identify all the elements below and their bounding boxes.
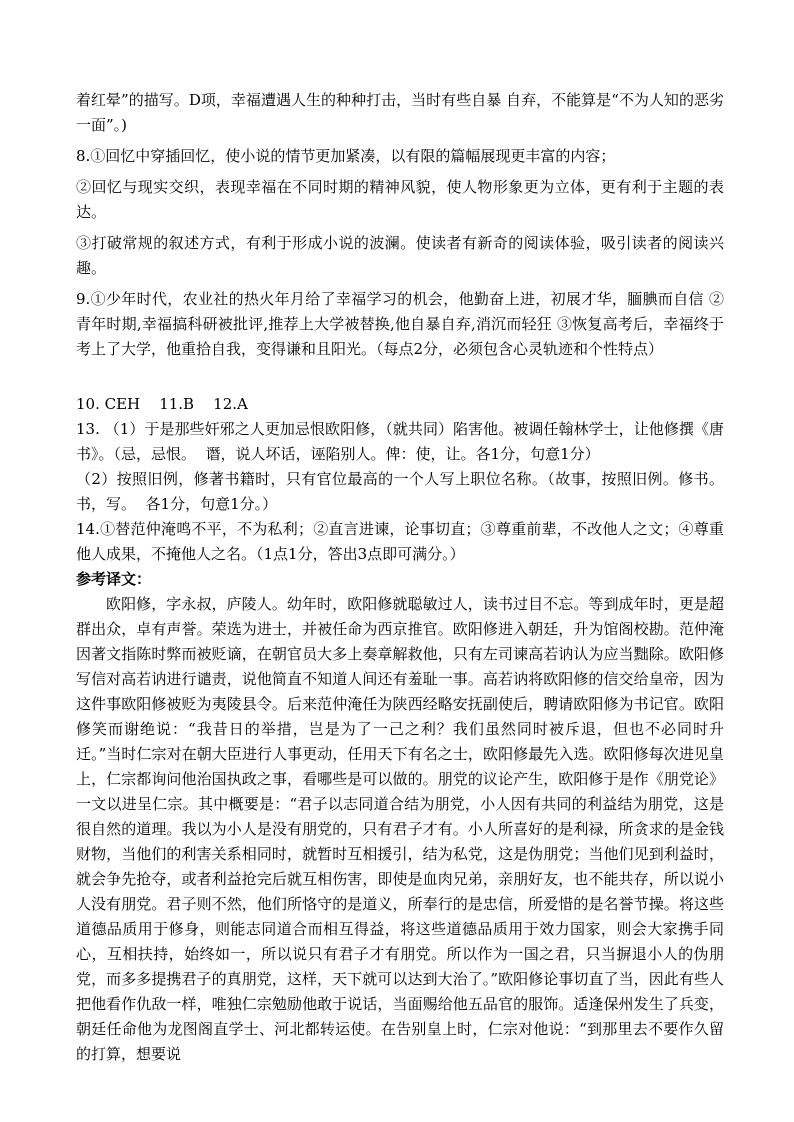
translation-heading: 参考译文： bbox=[76, 570, 152, 588]
answer-q8-point-1: 8.①回忆中穿插回忆，使小说的情节更加紧凑，以有限的篇幅展现更丰富的内容； bbox=[76, 147, 616, 165]
answer-carry-over: 着红晕”的描写。D项，幸福遭遇人生的种种打击，当时有些自暴 自弃，不能算是“不为人知的恶劣一面”。) bbox=[76, 91, 724, 134]
answer-q9: 9.①少年时代，农业社的热火年月给了幸福学习的机会，他勤奋上进，初展才华，腼腆而自信 ②青年时期,幸福搞科研被批评,推荐上大学被替换,他自暴自弃,消沉而轻狂 ③恢复高考后，幸福终于考上了大学，他重拾自我，变得谦和且阳光。（每点2分，必须包含心灵轨迹和个性特点） bbox=[76, 290, 724, 358]
document-page bbox=[76, 88, 724, 1067]
answer-q8-point-2: ②回忆与现实交织，表现幸福在不同时期的精神风貌，使人物形象更为立体，更有利于主题的表达。 bbox=[76, 178, 724, 221]
answer-q10-12: 10. CEH 11.B 12.A bbox=[76, 395, 248, 413]
answer-q8-point-3: ③打破常规的叙述方式，有利于形成小说的波澜。使读者有新奇的阅读体验，吸引读者的阅读兴趣。 bbox=[76, 234, 724, 277]
answer-q13-part-2: （2）按照旧例，修著书籍时，只有官位最高的一个人写上职位名称。（故事，按照旧例。修书。书，写。 各1分，句意1分。） bbox=[76, 470, 724, 513]
answer-q13-part-1: 13. （1）于是那些奸邪之人更加忌恨欧阳修，（就共同）陷害他。被调任翰林学士，让他修撰《唐书》。（忌，忌恨。 谮，说人坏话，诬陷别人。俾：使，让。各1分，句意1分） bbox=[76, 420, 724, 463]
answer-q14: 14.①替范仲淹鸣不平，不为私利；②直言进谏，论事切直；③尊重前辈，不改他人之文；④尊重他人成果，不掩他人之名。（1点1分，答出3点即可满分。） bbox=[76, 520, 724, 563]
translation-body: 欧阳修，字永叔，庐陵人。幼年时，欧阳修就聪敏过人，读书过目不忘。等到成年时，更是超群出众，卓有声誉。荣选为进士，并被任命为西京推官。欧阳修进入朝廷，升为馆阁校勘。范仲淹因著文指陈时弊而被贬谪，在朝官员大多上奏章解救他，只有左司谏高若讷认为应当黜除。欧阳修写信对高若讷进行谴责，说他简直不知道人间还有羞耻一事。高若讷将欧阳修的信交给皇帝，因为这件事欧阳修被贬为夷陵县令。后来范仲淹任为陕西经略安抚副使后，聘请欧阳修为书记官。欧阳修笑而谢绝说：“我昔日的举措，岂是为了一己之利？我们虽然同时被斥退，但也不必同时升迁。”当时仁宗对在朝大臣进行人事更动，任用天下有名之士，欧阳修最先入选。欧阳修每次进见皇上，仁宗都询问他治国执政之事，看哪些是可以做的。朋党的议论产生，欧阳修于是作《朋党论》一文以进呈仁宗。其中概要是：“君子以志同道合结为朋党，小人因有共同的利益结为朋党，这是很自然的道理。我以为小人是没有朋党的，只有君子才有。小人所喜好的是利禄，所贪求的是金钱财物，当他们的利害关系相同时，就暂时互相援引，结为私党，这是伪朋党；当他们见到利益时，就会争先抢夺，或者利益抢完后就互相伤害，即使是血肉兄弟，亲朋好友，也不能共存，所以说小人没有朋党。君子则不然，他们所恪守的是道义，所奉行的是忠信，所爱惜的是名誉节操。将这些道德品质用于修身，则能志同道合而相互得益，将这些道德品质用于效力国家，则会大家携手同心，互相扶持，始终如一，所以说只有君子才有朋党。所以作为一国之君，只当摒退小人的伪朋党，而多多提携君子的真朋党，这样，天下就可以达到大治了。”欧阳修论事切直了当，因此有些人把他看作仇敌一样，唯独仁宗勉励他敢于说话，当面赐给他五品官的服饰。适逢保州发生了兵变，朝廷任命他为龙图阁直学士、河北都转运使。在告别皇上时，仁宗对他说：“到那里去不要作久留的打算，想要说 bbox=[76, 595, 724, 1063]
